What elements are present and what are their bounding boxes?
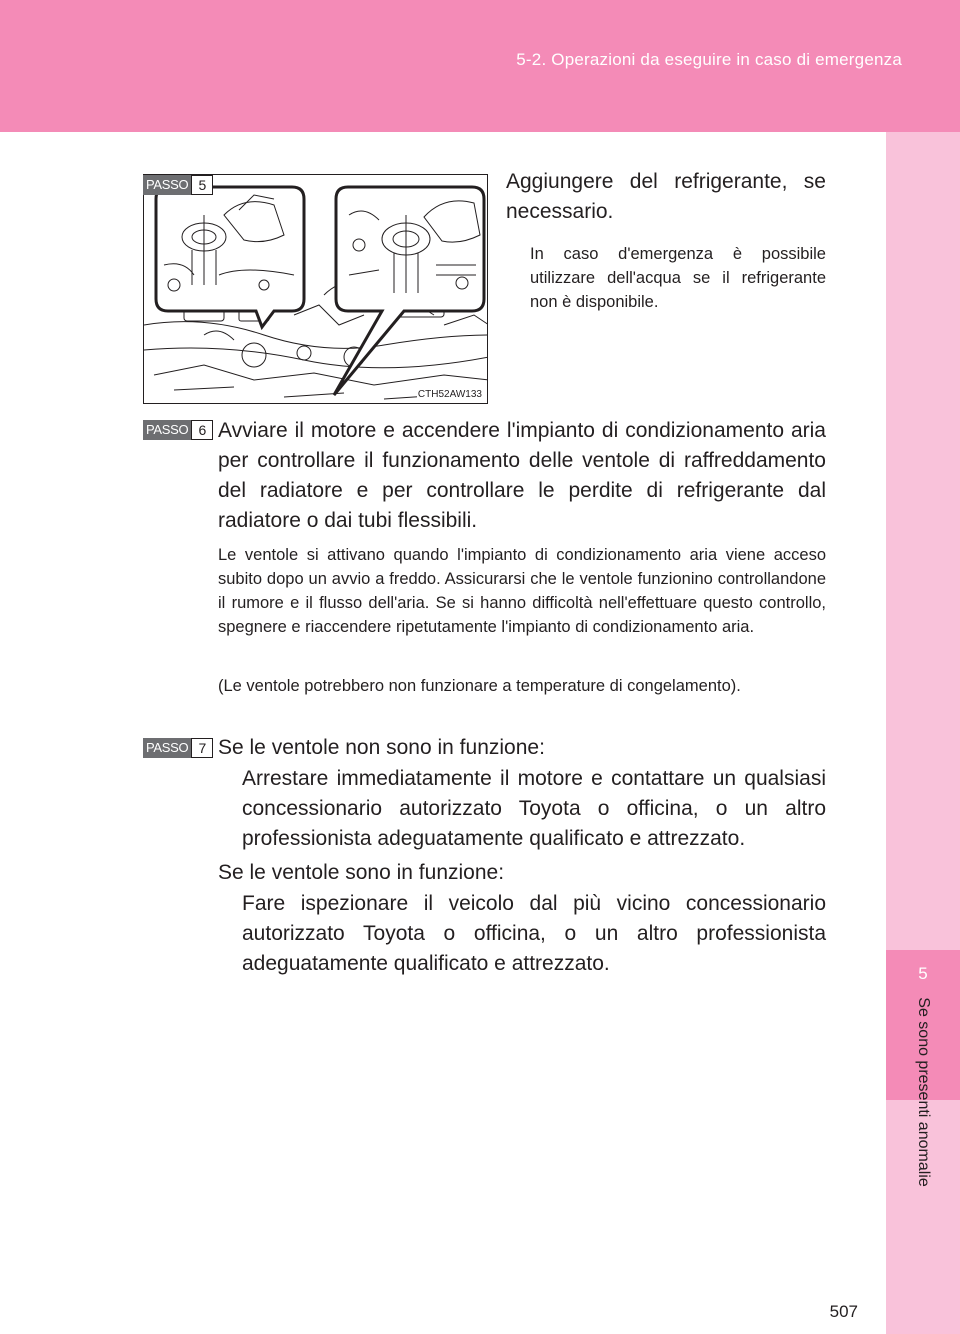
step-5-note: In caso d'emergenza è possibile utilizzare dell'acqua se il refrigerante non è disponibile.: [530, 245, 826, 311]
step-6-badge-number: 6: [191, 420, 213, 440]
step-7-badge: [143, 738, 213, 758]
figure-code: CTH52AW133: [417, 389, 482, 400]
step-6-instruction: Avviare il motore e accendere l'impianto di condizionamento aria per controllare il funzionamento delle ventole di raffreddamento del radiatore e per controllare le perdite di refrigerante dal radiatore o dai tubi flessibili.: [218, 419, 826, 532]
step-6-note: Le ventole si attivano quando l'impianto di condizionamento aria viene acceso subito dopo un avvio a freddo. Assicurarsi che le ventole funzionino controllandone il rumore e il flusso dell'aria. Se si hanno difficoltà nell'effettuare questo controllo, spegnere e riaccendere ripetutamente l'impianto di condizionamento aria.: [218, 546, 826, 636]
step-5-instruction: Aggiungere del refrigerante, se necessario.: [506, 170, 826, 223]
step-6-badge: [143, 420, 213, 440]
step-7-case-2-text: Fare ispezionare il veicolo dal più vicino concessionario autorizzato Toyota o officina, o un altro professionista adeguatamente qualificato e attrezzato.: [242, 892, 826, 975]
coolant-illustration: [143, 174, 488, 404]
step-6-badge-word: PASSO: [143, 420, 191, 440]
step-5-badge-word: PASSO: [143, 175, 191, 195]
engine-bay-drawing: [144, 175, 488, 404]
side-tab-upper: [886, 132, 960, 950]
step-7-case-1-text: Arrestare immediatamente il motore e contattare un qualsiasi concessionario autorizzato Toyota o officina, o un altro professionista adeguatamente qualificato e attrezzato.: [242, 767, 826, 850]
step-5-badge: [143, 175, 213, 195]
step-7-badge-number: 7: [191, 738, 213, 758]
section-title: 5-2. Operazioni da eseguire in caso di emergenza: [516, 50, 902, 69]
chapter-number: 5: [918, 964, 928, 983]
step-7-case-2-title: Se le ventole sono in funzione:: [218, 861, 505, 884]
step-6-note-2: (Le ventole potrebbero non funzionare a temperature di congelamento).: [218, 677, 741, 695]
chapter-title: Se sono presenti anomalie: [915, 997, 932, 1187]
page-number: 507: [829, 1302, 858, 1321]
step-7-badge-word: PASSO: [143, 738, 191, 758]
step-7-case-1-title: Se le ventole non sono in funzione:: [218, 736, 545, 759]
step-5-badge-number: 5: [191, 175, 213, 195]
header-band: [0, 0, 960, 132]
